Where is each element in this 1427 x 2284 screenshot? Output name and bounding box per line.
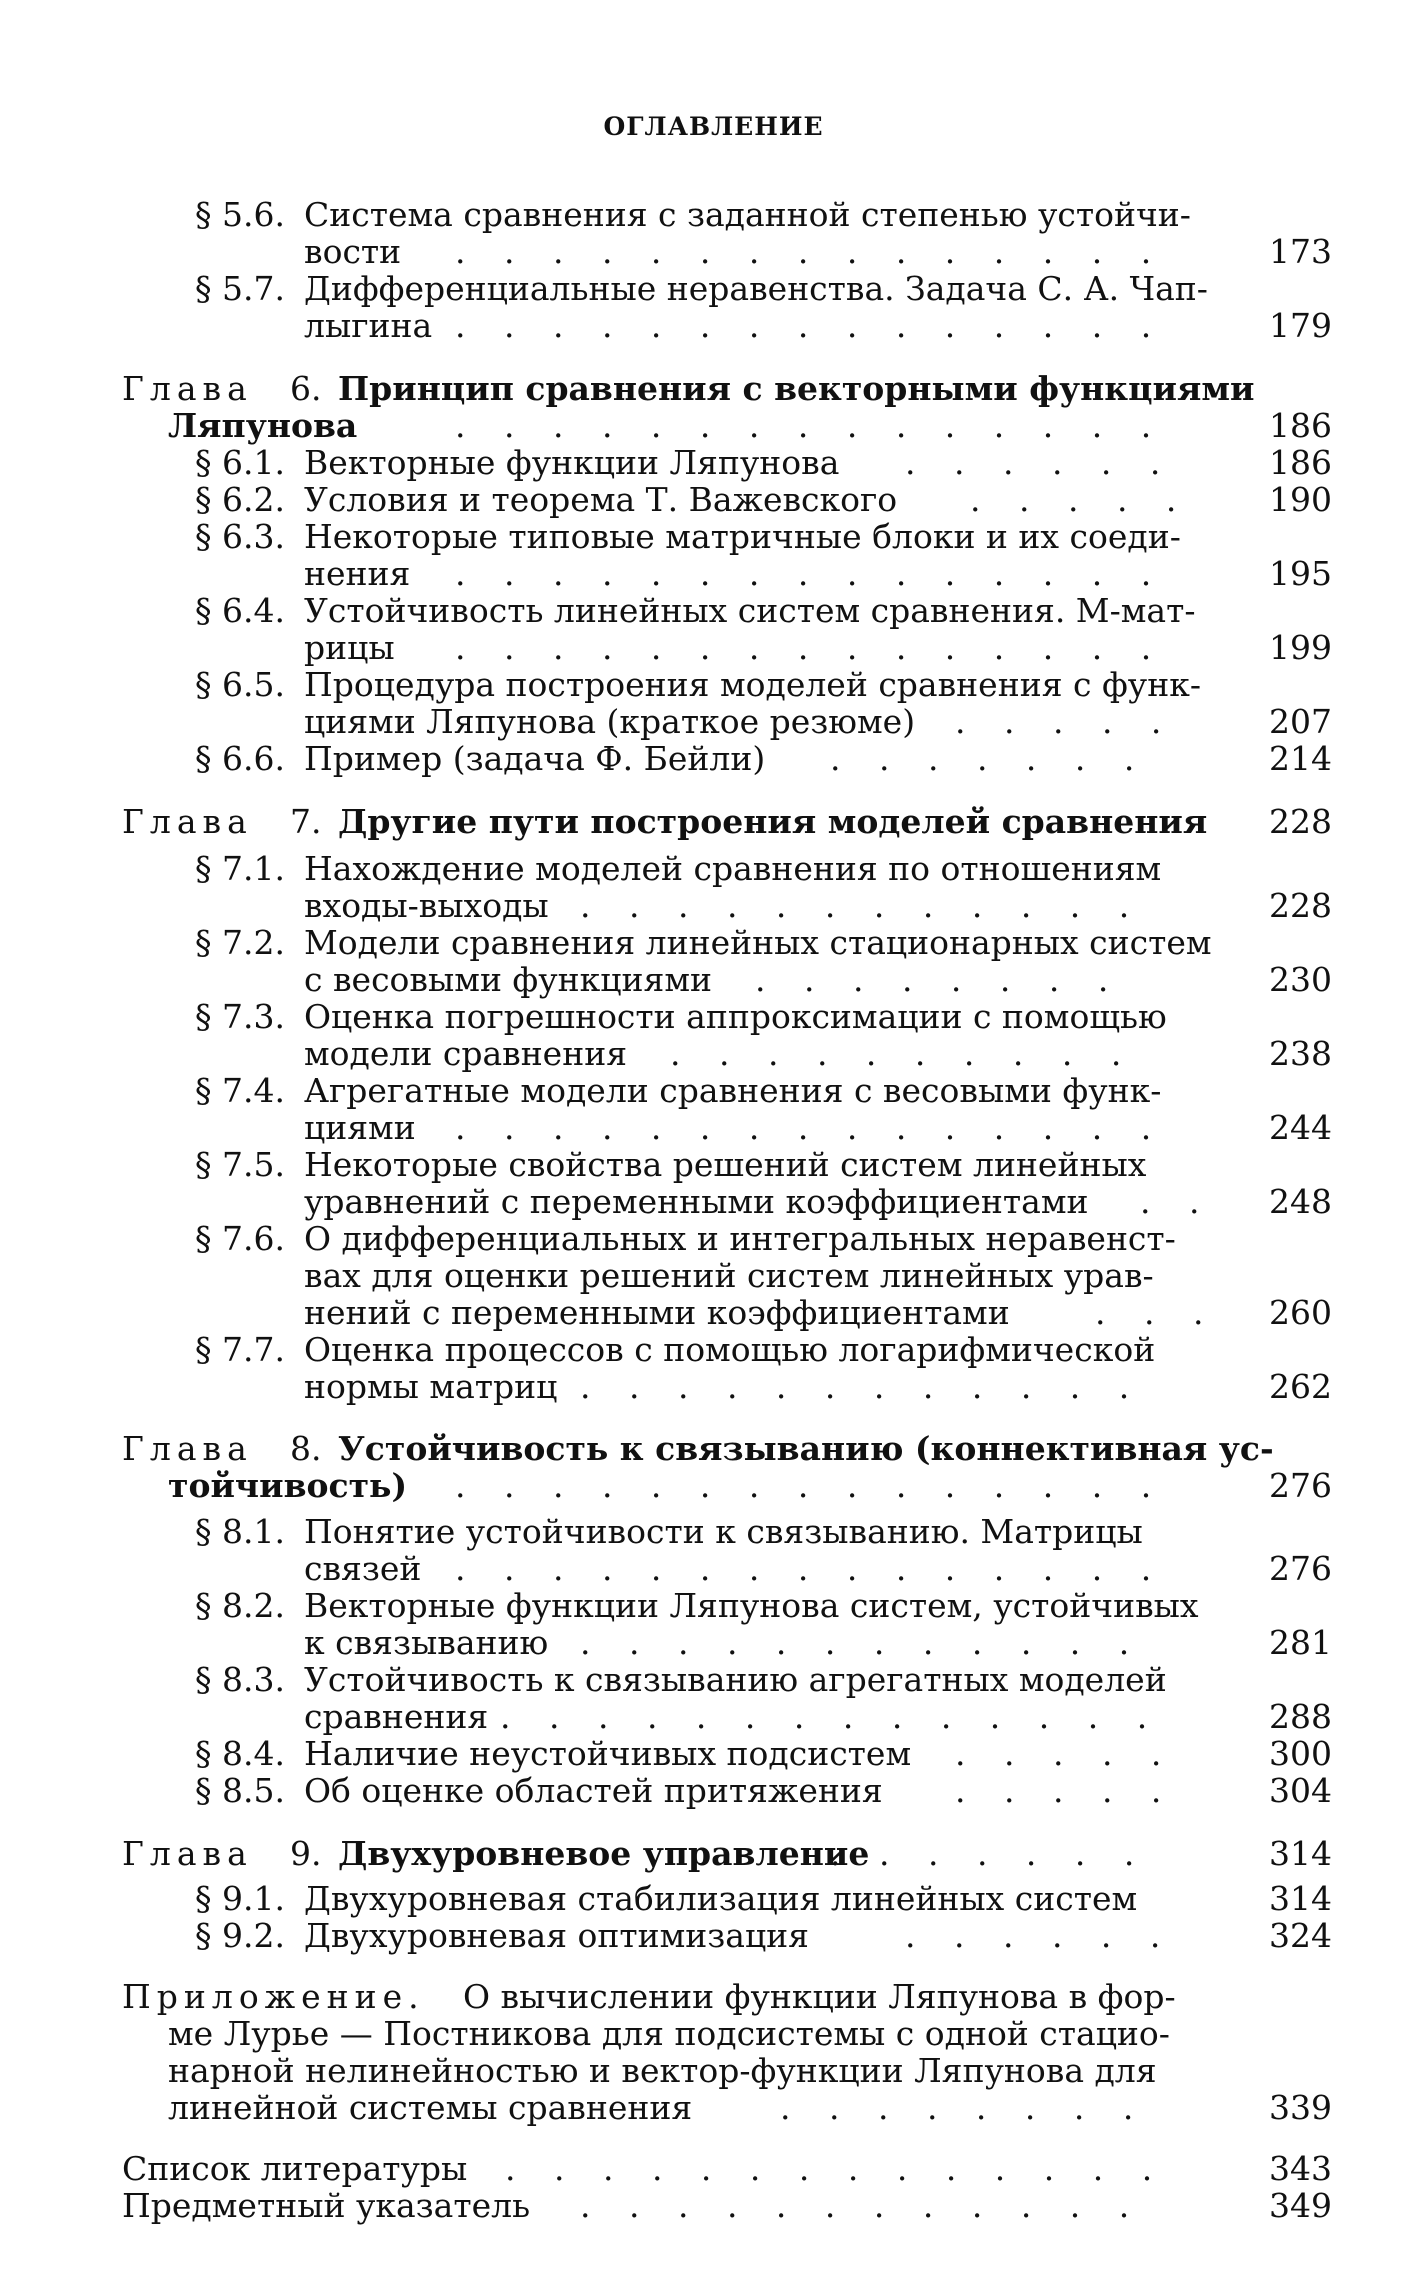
entry-title-cont: нормы матриц xyxy=(304,1367,558,1406)
section-number: § 8.2. xyxy=(195,1586,285,1625)
page-number: 300 xyxy=(1269,1734,1332,1773)
section-number: § 7.2. xyxy=(195,923,285,962)
entry-title: Модели сравнения линейных стационарных систем xyxy=(304,923,1212,962)
references-title: Список литературы xyxy=(122,2149,468,2188)
leader-dots: . . xyxy=(1140,1182,1214,1221)
section-number: § 6.3. xyxy=(195,517,285,556)
entry-title-cont: вах для оценки решений систем линейных урав- xyxy=(304,1256,1154,1295)
leader-dots: . . . . . . . . . . xyxy=(670,1034,1136,1073)
section-number: § 9.1. xyxy=(195,1879,285,1918)
leader-dots: . . . . . . . xyxy=(830,1834,1149,1873)
entry-title: Векторные функции Ляпунова систем, устойчивых xyxy=(304,1586,1199,1625)
leader-dots: . . . . . . . . . . . . . . . xyxy=(455,1108,1166,1147)
entry-title-cont: циями xyxy=(304,1108,416,1147)
chapter-title-cont: тойчивость) xyxy=(168,1466,408,1505)
page-number: 262 xyxy=(1269,1367,1332,1406)
page-number: 173 xyxy=(1269,232,1332,271)
section-number: § 6.1. xyxy=(195,443,285,482)
leader-dots: . . . . . . . xyxy=(830,739,1149,778)
appendix-title-cont: ме Лурье — Постникова для подсистемы с одной стацио- xyxy=(168,2014,1170,2053)
leader-dots: . . . . . . . . . . . . . . . xyxy=(455,406,1166,445)
leader-dots: . . . . . . . . . . . . xyxy=(580,1623,1144,1662)
leader-dots: . . . . . . xyxy=(905,443,1175,482)
leader-dots: . . . . . . . . . . . . . . . xyxy=(455,628,1166,667)
page-number: 281 xyxy=(1269,1623,1332,1662)
page-number: 186 xyxy=(1269,406,1332,445)
appendix-title: О вычислении функции Ляпунова в фор- xyxy=(463,1977,1176,2016)
entry-title: Агрегатные модели сравнения с весовыми функ- xyxy=(304,1071,1162,1110)
entry-title: О дифференциальных и интегральных неравенст- xyxy=(304,1219,1176,1258)
entry-title-cont: связей xyxy=(304,1549,422,1588)
page-number: 186 xyxy=(1269,443,1332,482)
chapter-label: Глава xyxy=(122,802,253,841)
chapter-title-cont: Ляпунова xyxy=(168,406,358,445)
page-number: 276 xyxy=(1269,1549,1332,1588)
section-number: § 6.4. xyxy=(195,591,285,630)
section-number: § 7.6. xyxy=(195,1219,285,1258)
page-title: ОГЛАВЛЕНИЕ xyxy=(603,112,824,141)
page-number: 199 xyxy=(1269,628,1332,667)
page-number: 260 xyxy=(1269,1293,1332,1332)
leader-dots: . . . . . . . . . . . . . . xyxy=(505,2149,1167,2188)
chapter-number: 6. xyxy=(290,369,322,408)
section-number: § 8.1. xyxy=(195,1512,285,1551)
page-number: 195 xyxy=(1269,554,1332,593)
entry-title: Некоторые свойства решений систем линейных xyxy=(304,1145,1147,1184)
leader-dots: . . . . . . . . . . . . . . . xyxy=(455,232,1166,271)
leader-dots: . . . . . . . . xyxy=(780,2088,1148,2127)
entry-title: Устойчивость к связыванию агрегатных моделей xyxy=(304,1660,1167,1699)
appendix-title-cont: нарной нелинейностью и вектор-функции Ляпунова для xyxy=(168,2051,1157,2090)
page-number: 190 xyxy=(1269,480,1332,519)
entry-title: Векторные функции Ляпунова xyxy=(304,443,840,482)
leader-dots: . . . . . . . . . . . . xyxy=(580,1367,1144,1406)
page-number: 314 xyxy=(1269,1879,1332,1918)
leader-dots: . . . . . . xyxy=(905,1916,1175,1955)
page-number: 207 xyxy=(1269,702,1332,741)
section-number: § 8.4. xyxy=(195,1734,285,1773)
leader-dots: . . . . . . . . xyxy=(755,960,1123,999)
entry-title: Процедура построения моделей сравнения с функ- xyxy=(304,665,1201,704)
entry-title-cont: циями Ляпунова (краткое резюме) xyxy=(304,702,916,741)
chapter-number: 8. xyxy=(290,1429,322,1468)
page-number: 339 xyxy=(1269,2088,1332,2127)
section-number: § 6.6. xyxy=(195,739,285,778)
chapter-number: 7. xyxy=(290,802,322,841)
leader-dots: . . . . . xyxy=(955,1771,1176,1810)
entry-title: Оценка процессов с помощью логарифмической xyxy=(304,1330,1156,1369)
section-number: § 9.2. xyxy=(195,1916,285,1955)
chapter-label: Глава xyxy=(122,1429,253,1468)
entry-title: Система сравнения с заданной степенью устойчи- xyxy=(304,195,1191,234)
entry-title-cont: лыгина xyxy=(304,306,433,345)
entry-title-cont: входы-выходы xyxy=(304,886,549,925)
chapter-label: Глава xyxy=(122,369,253,408)
page-number: 349 xyxy=(1269,2186,1332,2225)
section-number: § 8.3. xyxy=(195,1660,285,1699)
page-number: 179 xyxy=(1269,306,1332,345)
entry-title-cont: с весовыми функциями xyxy=(304,960,712,999)
page-number: 276 xyxy=(1269,1466,1332,1505)
appendix-title-cont: линейной системы сравнения xyxy=(168,2088,693,2127)
page-number: 324 xyxy=(1269,1916,1332,1955)
entry-title: Нахождение моделей сравнения по отношениям xyxy=(304,849,1162,888)
section-number: § 6.5. xyxy=(195,665,285,704)
appendix-label: Приложение. xyxy=(122,1977,425,2016)
chapter-title: Двухуровневое управление xyxy=(338,1834,870,1873)
leader-dots: . . . . . xyxy=(970,480,1191,519)
entry-title-cont: нения xyxy=(304,554,411,593)
entry-title-cont: к связыванию xyxy=(304,1623,549,1662)
chapter-title: Принцип сравнения с векторными функциями xyxy=(338,369,1255,408)
chapter-number: 9. xyxy=(290,1834,322,1873)
page-number: 228 xyxy=(1269,802,1332,841)
leader-dots: . . . . . . . . . . . . . . . xyxy=(455,1549,1166,1588)
chapter-title: Устойчивость к связыванию (коннективная ус- xyxy=(338,1429,1274,1468)
entry-title-cont: сравнения xyxy=(304,1697,489,1736)
leader-dots: . . . xyxy=(1095,1293,1218,1332)
entry-title: Об оценке областей притяжения xyxy=(304,1771,883,1810)
entry-title: Дифференциальные неравенства. Задача С. А. Чап- xyxy=(304,269,1208,308)
entry-title-cont: уравнений с переменными коэффициентами xyxy=(304,1182,1089,1221)
page-number: 214 xyxy=(1269,739,1332,778)
page-number: 230 xyxy=(1269,960,1332,999)
leader-dots: . . . . . . . . . . . . . . xyxy=(500,1697,1162,1736)
page-number: 314 xyxy=(1269,1834,1332,1873)
entry-title: Устойчивость линейных систем сравнения. М-мат- xyxy=(304,591,1196,630)
page-number: 228 xyxy=(1269,886,1332,925)
section-number: § 7.5. xyxy=(195,1145,285,1184)
leader-dots: . . . . . . . . . . . . xyxy=(580,886,1144,925)
entry-title-cont: вости xyxy=(304,232,402,271)
entry-title: Двухуровневая стабилизация линейных систем xyxy=(304,1879,1138,1918)
section-number: § 5.6. xyxy=(195,195,285,234)
leader-dots: . . . . . . . . . . . . xyxy=(580,2186,1144,2225)
entry-title: Некоторые типовые матричные блоки и их соеди- xyxy=(304,517,1181,556)
chapter-label: Глава xyxy=(122,1834,253,1873)
section-number: § 8.5. xyxy=(195,1771,285,1810)
leader-dots: . . . . . xyxy=(955,702,1176,741)
entry-title: Двухуровневая оптимизация xyxy=(304,1916,809,1955)
entry-title-cont: модели сравнения xyxy=(304,1034,628,1073)
leader-dots: . . . . . . . . . . . . . . . xyxy=(455,1466,1166,1505)
leader-dots: . . . . . . . . . . . . . . . xyxy=(455,306,1166,345)
section-number: § 5.7. xyxy=(195,269,285,308)
page-number: 304 xyxy=(1269,1771,1332,1810)
section-number: § 6.2. xyxy=(195,480,285,519)
entry-title: Наличие неустойчивых подсистем xyxy=(304,1734,912,1773)
section-number: § 7.7. xyxy=(195,1330,285,1369)
page-number: 343 xyxy=(1269,2149,1332,2188)
entry-title-cont: нений с переменными коэффициентами xyxy=(304,1293,1010,1332)
entry-title: Понятие устойчивости к связыванию. Матрицы xyxy=(304,1512,1143,1551)
leader-dots: . . . . . xyxy=(955,1734,1176,1773)
page-number: 244 xyxy=(1269,1108,1332,1147)
leader-dots: . . . . . . . . . . . . . . . xyxy=(455,554,1166,593)
entry-title: Оценка погрешности аппроксимации с помощью xyxy=(304,997,1167,1036)
section-number: § 7.3. xyxy=(195,997,285,1036)
section-number: § 7.4. xyxy=(195,1071,285,1110)
page-number: 248 xyxy=(1269,1182,1332,1221)
section-number: § 7.1. xyxy=(195,849,285,888)
chapter-title: Другие пути построения моделей сравнения xyxy=(338,802,1208,841)
page-number: 288 xyxy=(1269,1697,1332,1736)
entry-title-cont: рицы xyxy=(304,628,395,667)
index-title: Предметный указатель xyxy=(122,2186,531,2225)
entry-title: Условия и теорема Т. Важевского xyxy=(304,480,898,519)
entry-title: Пример (задача Ф. Бейли) xyxy=(304,739,766,778)
page-number: 238 xyxy=(1269,1034,1332,1073)
